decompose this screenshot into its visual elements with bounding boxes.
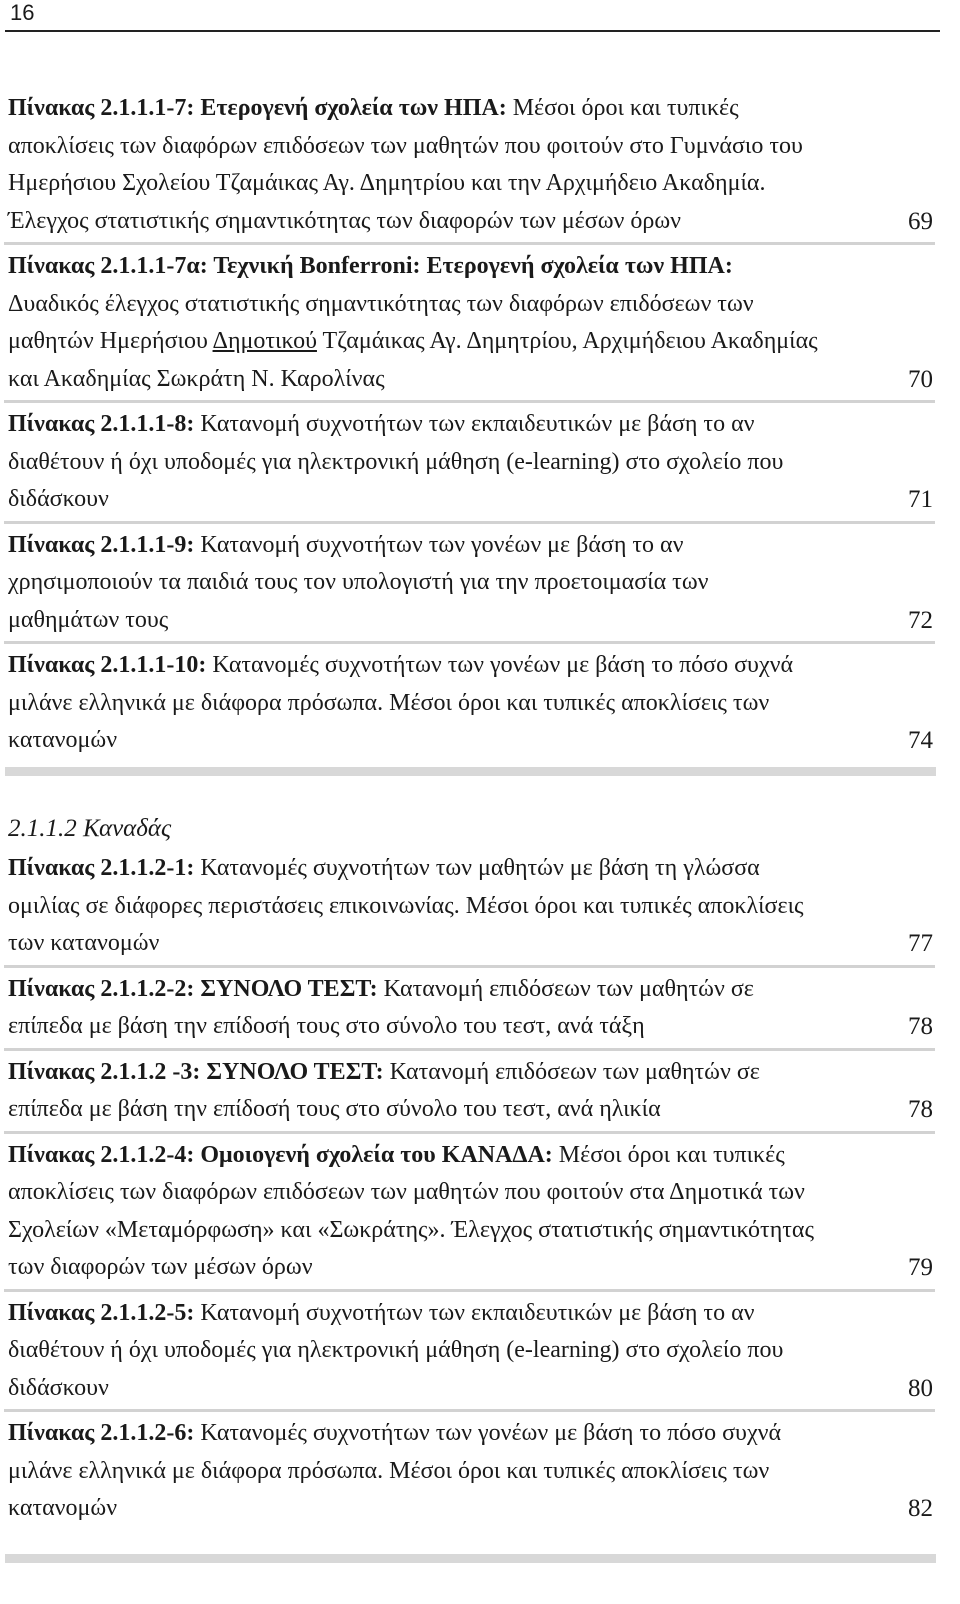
page-ref: 70 <box>908 365 933 393</box>
section-divider <box>5 767 936 776</box>
table-label: Πίνακας 2.1.1.1-7: Ετερογενή σχολεία των ΗΠΑ: <box>8 95 507 121</box>
page-ref: 78 <box>908 1013 933 1040</box>
page-ref: 71 <box>908 486 933 513</box>
table-label: Πίνακας 2.1.1.2-5: <box>8 1299 195 1326</box>
table-label: Πίνακας 2.1.1.2 -3: ΣΥΝΟΛΟ ΤΕΣΤ: <box>8 1058 384 1085</box>
table-label: Πίνακας 2.1.1.2-2: ΣΥΝΟΛΟ ΤΕΣΤ: <box>8 975 378 1002</box>
page-ref: 77 <box>908 930 933 957</box>
underlined-word: Δημοτικού <box>212 328 317 354</box>
toc-entry[interactable] <box>8 850 935 963</box>
table-label: Πίνακας 2.1.1.1-10: <box>8 652 207 678</box>
footer-divider <box>5 1554 936 1563</box>
section-heading: 2.1.1.2 Καναδάς <box>8 815 172 842</box>
page-ref: 82 <box>908 1495 933 1522</box>
page-ref: 80 <box>908 1374 933 1402</box>
table-label: Πίνακας 2.1.1.2-4: Ομοιογενή σχολεία του ΚΑΝΑΔΑ: <box>8 1141 553 1168</box>
table-label: Πίνακας 2.1.1.1-8: <box>8 411 195 437</box>
toc-entry[interactable] <box>8 90 935 240</box>
table-description: Μέσοι όροι και τυπικές αποκλίσεις των διαφόρων επιδόσεων των μαθητών που φοιτούν στα Δημοτικά των Σχολείων «Μεταμόρφωση» και «Σωκράτης». Έλεγχος στατιστικής σημαντικότητας των διαφορών των μέσων όρων <box>8 1141 814 1280</box>
toc-entry[interactable] <box>8 406 935 519</box>
table-label: Πίνακας 2.1.1.1-7α: Τεχνική Bonferroni: Ετερογενή σχολεία των ΗΠΑ: <box>8 253 733 279</box>
toc-block-canada <box>8 850 935 1528</box>
page-ref: 72 <box>908 606 933 634</box>
table-description: Κατανομή επιδόσεων των μαθητών σε επίπεδα με βάση την επίδοσή τους στο σύνολο του τεστ, ανά ηλικία <box>8 1058 760 1122</box>
table-description: Κατανομή συχνοτήτων των εκπαιδευτικών με βάση το αν διαθέτουν ή όχι υποδομές για ηλεκτρονική μάθηση (e-learning) στο σχολείο που διδάσκουν <box>8 1299 784 1401</box>
toc-entry[interactable] <box>8 248 935 398</box>
page-ref: 79 <box>908 1254 933 1281</box>
toc-entry[interactable] <box>8 527 935 640</box>
toc-entry[interactable] <box>8 1137 935 1287</box>
toc-entry[interactable] <box>8 647 935 760</box>
table-description: Μέσοι όροι και τυπικές αποκλίσεις των διαφόρων επιδόσεων των μαθητών που φοιτούν στο Γυμνάσιο του Ημερήσιου Σχολείου Τζαμάικας Αγ. Δημητρίου και την Αρχιμήδειο Ακαδημία. Έλεγχος στατιστικής σημαντικότητας των διαφορών των μέσων όρων <box>8 95 803 234</box>
toc-entry[interactable] <box>8 1295 935 1408</box>
table-description: Κατανομή συχνοτήτων των εκπαιδευτικών με βάση το αν διαθέτουν ή όχι υποδομές για ηλεκτρονική μάθηση (e-learning) στο σχολείο που διδάσκουν <box>8 411 784 512</box>
table-description-cont: Τζαμάικας Αγ. Δημητρίου, Αρχιμήδειου Ακαδημίας και Ακαδημίας Σωκράτη Ν. Καρολίνας <box>8 328 818 392</box>
table-description: Κατανομή συχνοτήτων των γονέων με βάση το αν χρησιμοποιούν τα παιδιά τους τον υπολογιστή για την προετοιμασία των μαθημάτων τους <box>8 531 709 633</box>
table-label: Πίνακας 2.1.1.2-1: <box>8 855 195 881</box>
page-ref: 74 <box>908 727 933 754</box>
page-ref: 69 <box>908 207 933 235</box>
toc-block-usa <box>8 90 935 760</box>
table-label: Πίνακας 2.1.1.1-9: <box>8 531 195 558</box>
toc-entry[interactable] <box>8 1415 935 1528</box>
table-description: Δυαδικός έλεγχος στατιστικής σημαντικότητας των διαφόρων επιδόσεων των μαθητών Ημερήσιου <box>8 290 754 354</box>
page-number: 16 <box>10 0 35 25</box>
table-description: Κατανομές συχνοτήτων των γονέων με βάση το πόσο συχνά μιλάνε ελληνικά με διάφορα πρόσωπα. Μέσοι όροι και τυπικές αποκλίσεις των κατανομών <box>8 1420 782 1521</box>
toc-entry[interactable] <box>8 971 935 1046</box>
table-label: Πίνακας 2.1.1.2-6: <box>8 1420 195 1446</box>
toc-entry[interactable] <box>8 1054 935 1129</box>
header-rule <box>5 30 940 32</box>
table-description: Κατανομές συχνοτήτων των γονέων με βάση το πόσο συχνά μιλάνε ελληνικά με διάφορα πρόσωπα. Μέσοι όροι και τυπικές αποκλίσεις των κατανομών <box>8 652 794 753</box>
table-description: Κατανομή επιδόσεων των μαθητών σε επίπεδα με βάση την επίδοσή τους στο σύνολο του τεστ, ανά τάξη <box>8 975 754 1039</box>
table-description: Κατανομές συχνοτήτων των μαθητών με βάση τη γλώσσα ομιλίας σε διάφορες περιστάσεις επικοινωνίας. Μέσοι όροι και τυπικές αποκλίσεις των κατανομών <box>8 855 804 956</box>
page-ref: 78 <box>908 1096 933 1123</box>
